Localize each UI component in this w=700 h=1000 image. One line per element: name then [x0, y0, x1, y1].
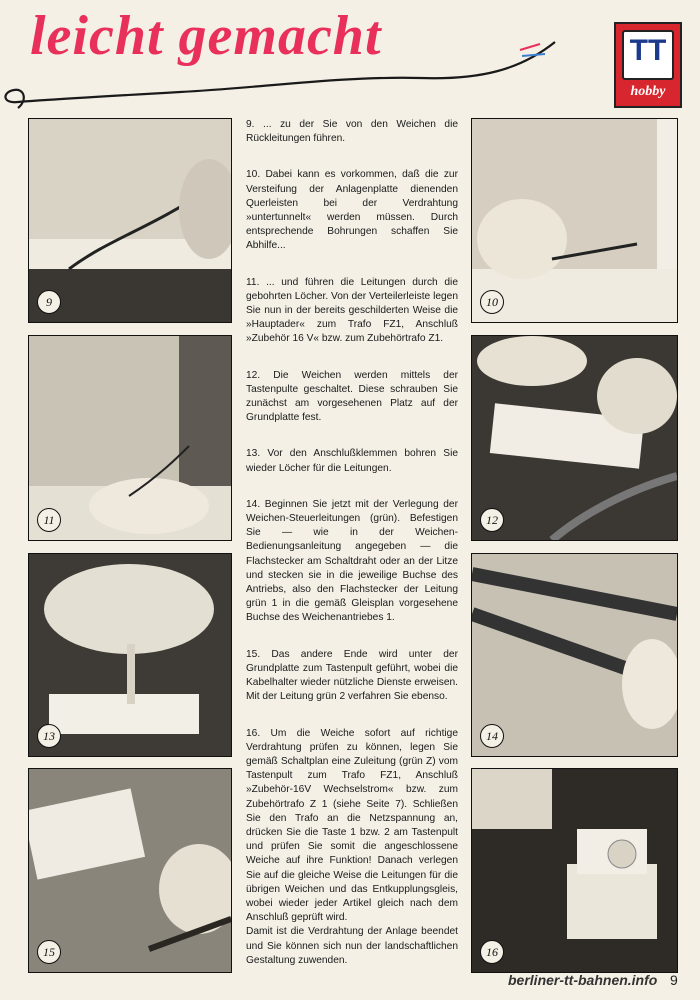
photo-14-illustration	[472, 554, 677, 756]
photo-10-number: 10	[480, 290, 504, 314]
step-9-text: 9. ... zu der Sie von den Weichen die Rückleitungen führen.	[246, 119, 458, 145]
photo-10-illustration	[472, 119, 677, 322]
step-16-text: 16. Um die Weiche sofort auf richtige Verdrahtung prüfen zu können, legen Sie gemäß Schaltplan eine Zuleitung (grün Z) vom Tastenpult zum Trafo FZ1, Anschluß »Zubehör-16V Wechselstrom« bzw. zum Zubehörtrafo Z 1 (siehe Seite 7). Schließen Sie den Trafo an die Netzspannung an, drücken Sie die Taste 1 bzw. 2 am Tastenpult und prüfen Sie somit die angeschlossene Weiche auf ihre Funktion! Danach verlegen Sie auf die gleiche Weise die Leitungen für die übrigen Weichen und das Entkupplungsgleis, wobei wieder jeder Artikel gleich nach dem Anschluß geprüft wird.	[246, 727, 458, 924]
hobby-logo	[614, 22, 682, 108]
photo-16	[471, 768, 678, 973]
step-14-text: 14. Beginnen Sie jetzt mit der Verlegung der Weichen-Steuerleitungen (grün). Befestigen Sie — wie in der Weichen-Bedienungsanleitung angegeben — die Flachstecker am Schaltdraht oder an der Litze und stecken sie in die jeweilige Buchse des Antriebs, also den Flachstecker der Leitung grün 1 in die gemäß Gleisplan vorgesehene Buchse des Weichenantriebes 1.	[246, 498, 458, 624]
step-13-text: 13. Vor den Anschlußklemmen bohren Sie wieder Löcher für die Leitungen.	[246, 448, 458, 474]
photo-15-number: 15	[37, 940, 61, 964]
footer-site: berliner-tt-bahnen.info	[508, 972, 658, 988]
tt-logo-mark	[622, 30, 674, 80]
photo-12-number: 12	[480, 508, 504, 532]
photo-9	[28, 118, 232, 323]
photo-16-number: 16	[480, 940, 504, 964]
step-10-text: 10. Dabei kann es vorkommen, daß die zur Versteifung der Anlagenplatte dienenden Querleisten bei der Verdrahtung »untertunnelt« werden müssen. Durch entsprechende Bohrungen schaffen Sie Abhilfe...	[246, 169, 458, 252]
photo-11-number: 11	[37, 508, 61, 532]
instruction-text	[246, 118, 458, 968]
photo-12-illustration	[472, 336, 677, 540]
step-12-text: 12. Die Weichen werden mittels der Tastenpulte geschaltet. Diese schrauben Sie zunächst am vorgesehenen Platz auf der Grundplatte fest.	[246, 369, 458, 424]
photo-9-illustration	[29, 119, 231, 322]
page-header	[0, 0, 700, 115]
photo-13-number: 13	[37, 724, 61, 748]
tt-logo-text: TT	[629, 34, 667, 67]
photo-13	[28, 553, 232, 757]
page-number: 9	[670, 972, 678, 988]
page-title: leicht gemacht	[30, 5, 382, 67]
photo-16-illustration	[472, 769, 677, 972]
step-15-text: 15. Das andere Ende wird unter der Grundplatte zum Tastenpult geführt, wobei die Kabelhalter wieder nützliche Dienste erweisen. Mit der Leitung grün 2 verfahren Sie ebenso.	[246, 648, 458, 703]
photo-9-number: 9	[37, 290, 61, 314]
photo-11	[28, 335, 232, 541]
photo-10	[471, 118, 678, 323]
photo-15	[28, 768, 232, 973]
hobby-logo-label: hobby	[630, 84, 666, 99]
closing-text: Damit ist die Verdrahtung der Anlage beendet und Sie können sich nun der landschaftlichen Gestaltung zuwenden.	[246, 926, 458, 966]
photo-14	[471, 553, 678, 757]
photo-12	[471, 335, 678, 541]
photo-11-illustration	[29, 336, 231, 540]
photo-15-illustration	[29, 769, 231, 972]
step-11-text: 11. ... und führen die Leitungen durch die gebohrten Löcher. Von der Verteilerleiste legen Sie nun in der bereits geschilderten Weise die »Hauptader« zum Trafo FZ1, Anschluß »Zubehör 16 V« bzw. zum Zubehörtrafo Z1.	[246, 276, 458, 345]
photo-14-number: 14	[480, 724, 504, 748]
photo-13-illustration	[29, 554, 231, 756]
